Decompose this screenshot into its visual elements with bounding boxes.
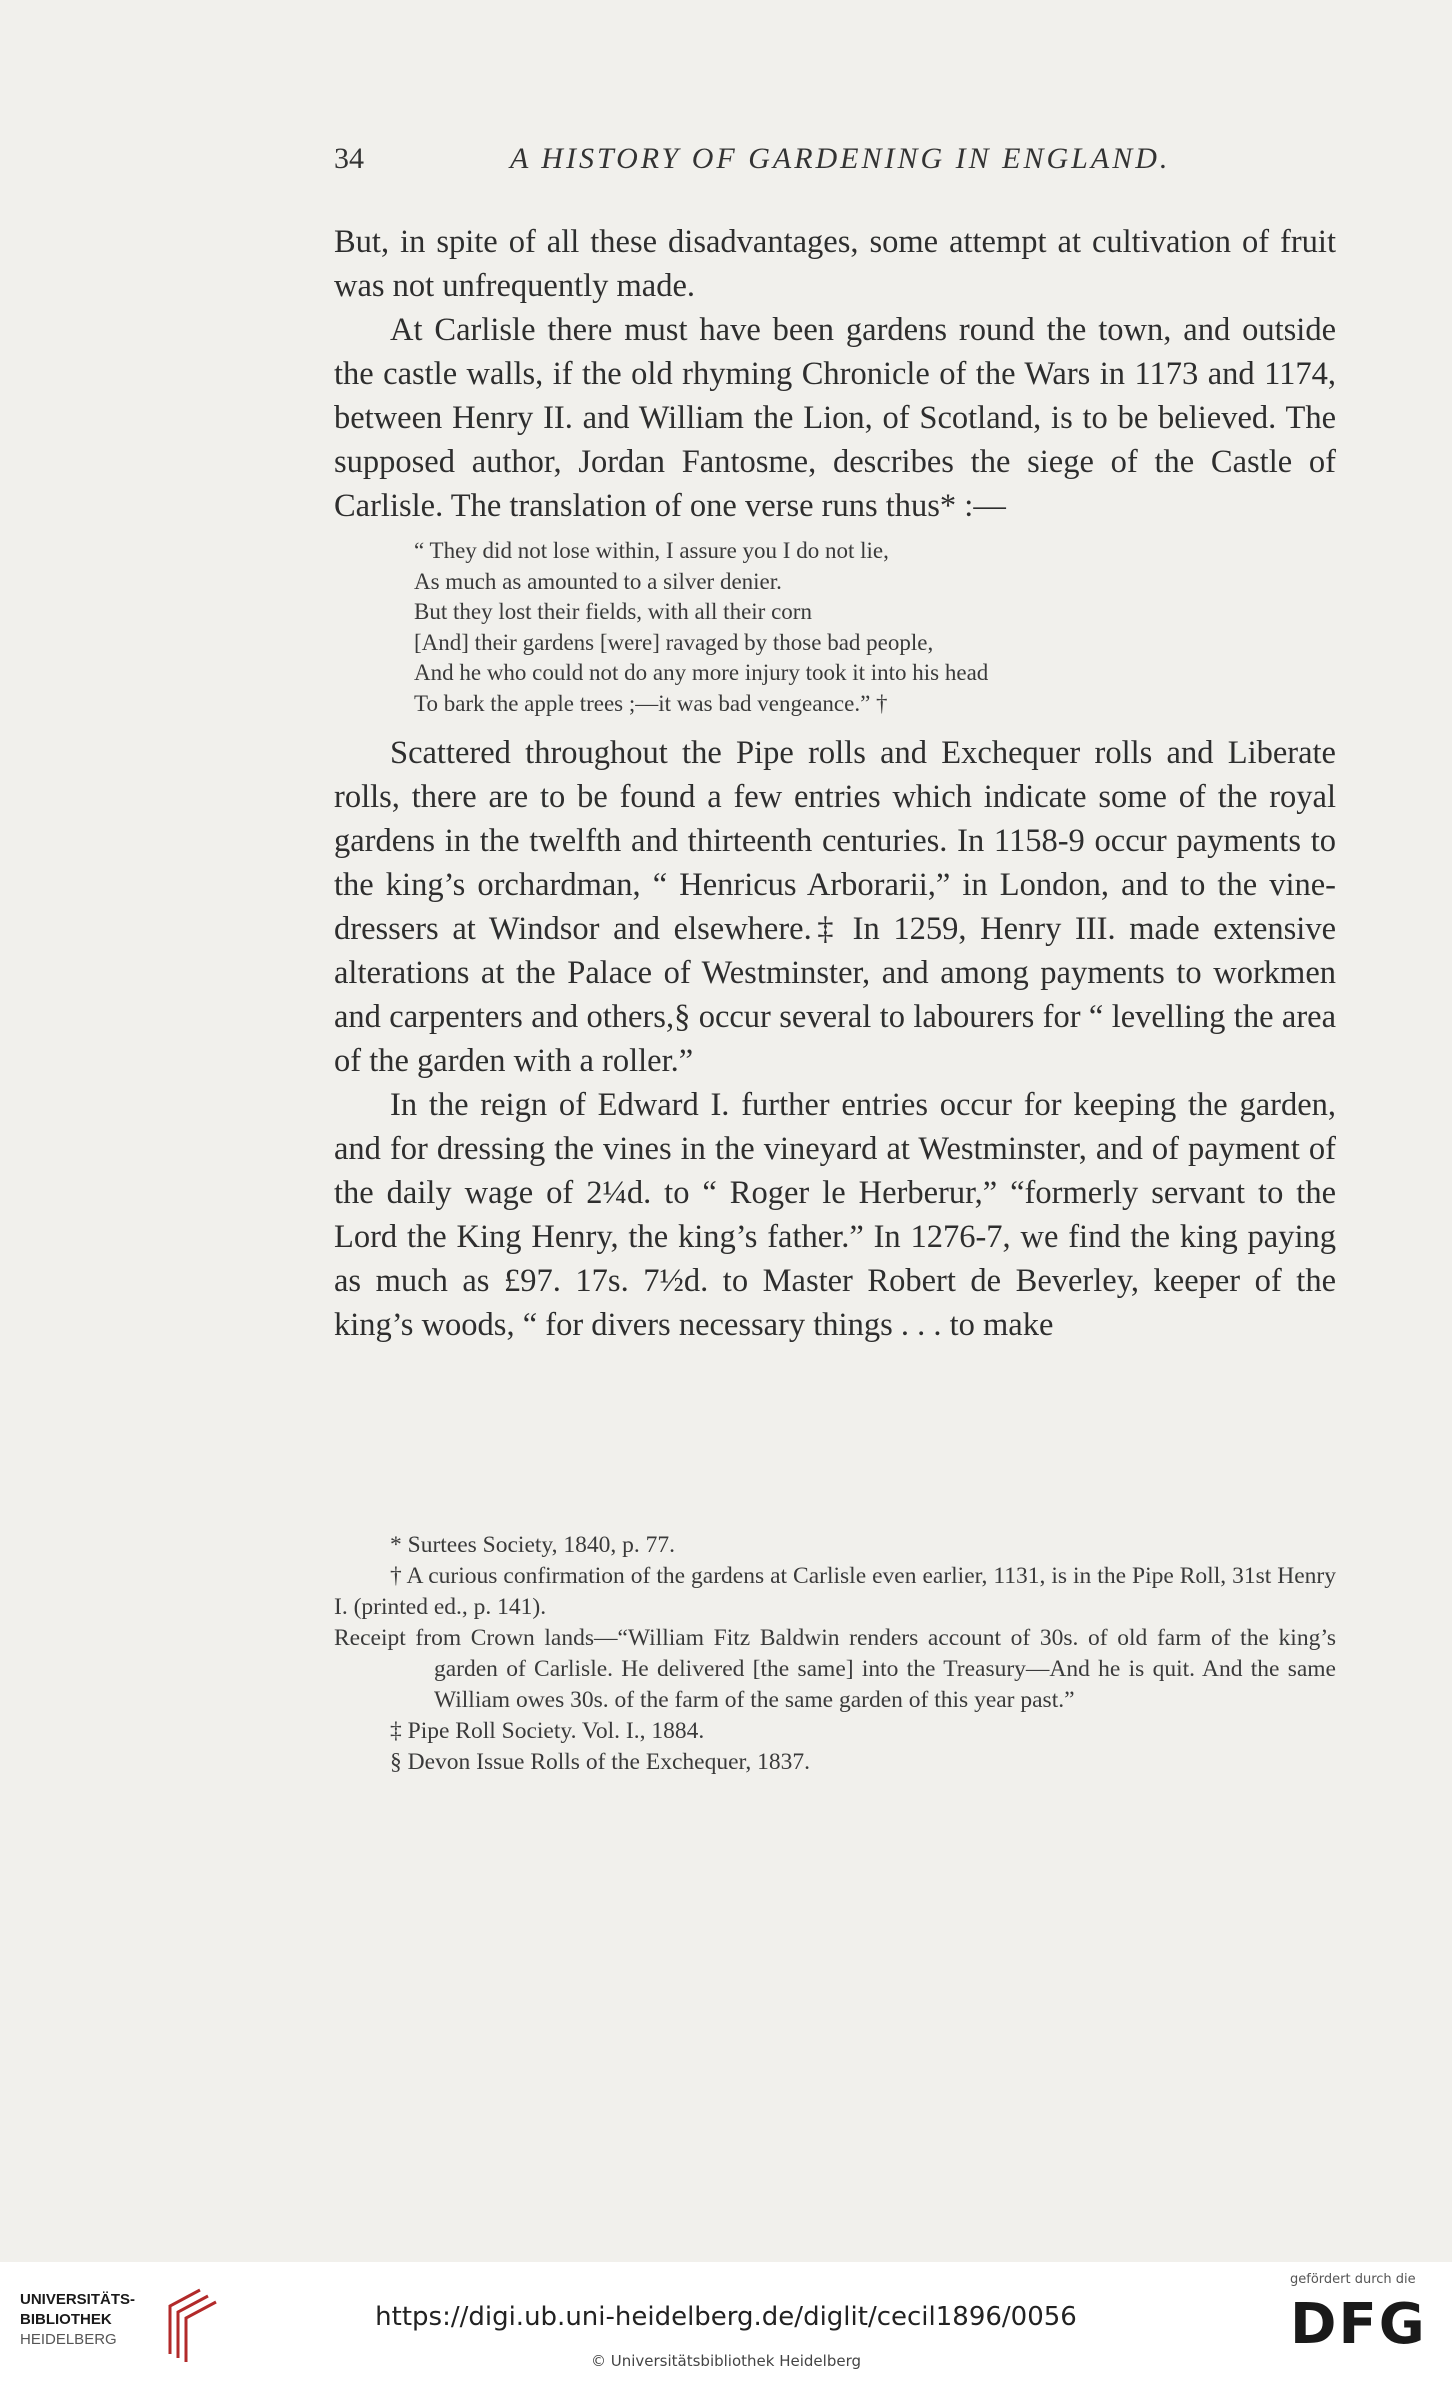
paragraph-1: But, in spite of all these disadvantages, some attempt at cultivation of fruit was not unfrequently made. <box>334 224 1336 304</box>
running-title: A HISTORY OF GARDENING IN ENGLAND. <box>510 142 1171 175</box>
verse-line: “ They did not lose within, I assure you I do not lie, <box>414 538 889 563</box>
body-text <box>334 220 1336 1347</box>
footnotes <box>334 1530 1336 1778</box>
paragraph-2: At Carlisle there must have been gardens round the town, and outside the castle walls, if the old rhyming Chronicle of the Wars in 1173 and 1174, between Henry II. and William the Lion, of Scotland, is to be believed. The supposed author, Jordan Fantosme, describes the siege of the Castle of Carlisle. The translation of one verse runs thus* :— <box>334 312 1336 524</box>
dfg-logo[interactable]: DFG <box>1290 2292 1427 2357</box>
verse-line: As much as amounted to a silver denier. <box>414 568 782 594</box>
page-number: 34 <box>334 142 364 175</box>
paragraph-3: Scattered throughout the Pipe rolls and Exchequer rolls and Liberate rolls, there are to be found a few entries which indicate some of the royal gardens in the twelfth and thirteenth centuries. In 1158-9 occur payments to the king’s orchardman, “ Henricus Arborarii,” in London, and to the vine-dressers at Windsor and elsewhere.‡ In 1259, Henry III. made extensive alterations at the Palace of Westminster, and among payments to workmen and carpenters and others,§ occur several to labourers for “ levelling the area of the garden with a roller.” <box>334 735 1336 1079</box>
permalink-url[interactable]: https://digi.ub.uni-heidelberg.de/diglit/cecil1896/0056 <box>375 2302 1077 2332</box>
footnote: † A curious confirmation of the gardens at Carlisle even earlier, 1131, is in the Pipe Roll, 31st Henry I. (printed ed., p. 141). <box>334 1563 1336 1620</box>
viewer-footer <box>0 2262 1452 2384</box>
footnote: ‡ Pipe Roll Society. Vol. I., 1884. <box>390 1718 705 1744</box>
funding-label: gefördert durch die <box>1290 2272 1416 2287</box>
library-name: UNIVERSITÄTS- BIBLIOTHEK HEIDELBERG <box>20 2291 136 2348</box>
verse-line: To bark the apple trees ;—it was bad vengeance.” † <box>414 690 888 716</box>
verse-quotation <box>414 536 1336 719</box>
footnote: * Surtees Society, 1840, p. 77. <box>390 1532 676 1558</box>
copyright-notice: © Universitätsbibliothek Heidelberg <box>590 2352 861 2370</box>
verse-line: But they lost their fields, with all their corn <box>414 599 812 624</box>
verse-line: [And] their gardens [were] ravaged by those bad people, <box>414 629 934 655</box>
footnote-receipt: Receipt from Crown lands—“William Fitz Baldwin renders account of 30s. of old farm of the king’s garden of Carlisle. He delivered [the same] into the Treasury—And he is quit. And the same William owes 30s. of the farm of the same garden of this year past.” <box>334 1625 1336 1713</box>
footnote: § Devon Issue Rolls of the Exchequer, 1837. <box>390 1749 811 1775</box>
paragraph-4: In the reign of Edward I. further entries occur for keeping the garden, and for dressing the vines in the vineyard at Westminster, and of payment of the daily wage of 2¼d. to “ Roger le Herberur,” “formerly servant to the Lord the King Henry, the king’s father.” In 1276-7, we find the king paying as much as £97. 17s. 7½d. to Master Robert de Beverley, keeper of the king’s woods, “ for divers necessary things . . . to make <box>334 1087 1336 1343</box>
verse-line: And he who could not do any more injury took it into his head <box>414 660 989 685</box>
